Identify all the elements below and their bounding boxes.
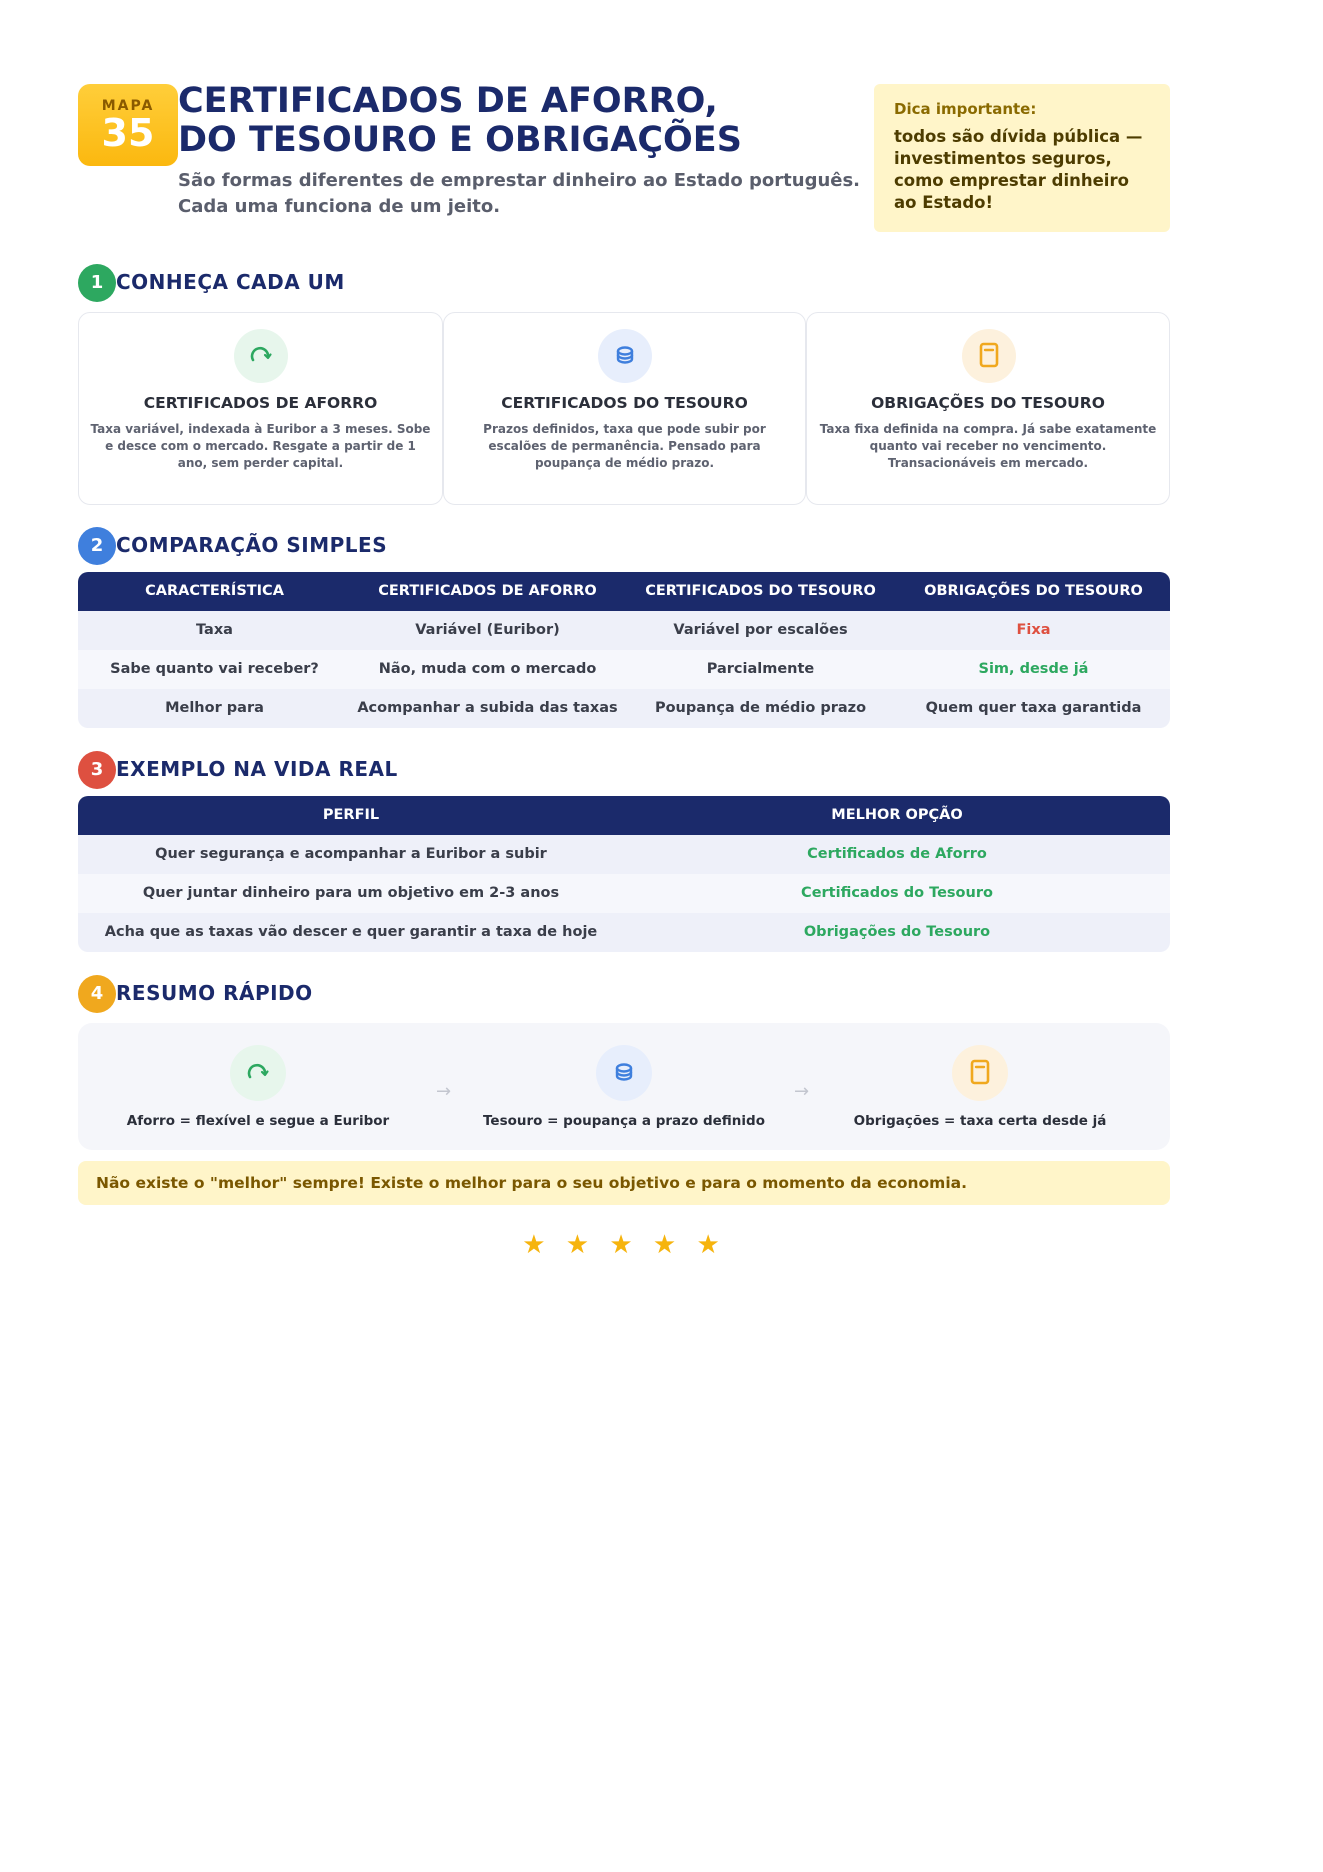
card-text: Taxa variável, indexada à Euribor a 3 meses. Sobe e desce com o mercado. Resgate a partir de 1 ano, sem perder capital. bbox=[90, 422, 431, 470]
table-cell: Acompanhar a subida das taxas bbox=[357, 700, 618, 716]
badge-number: 35 bbox=[101, 111, 155, 155]
subtitle-line-1: São formas diferentes de emprestar dinheiro ao Estado português. bbox=[178, 170, 861, 191]
card-text: Taxa fixa definida na compra. Já sabe exatamente quanto vai receber no vencimento. Transacionáveis em mercado. bbox=[819, 422, 1157, 470]
summary-panel bbox=[78, 1023, 1170, 1150]
table-row bbox=[78, 650, 1170, 689]
card-title: CERTIFICADOS DE AFORRO bbox=[143, 394, 378, 412]
table-cell: Obrigações do Tesouro bbox=[803, 924, 991, 940]
database-icon bbox=[598, 329, 652, 383]
section-title: RESUMO RÁPIDO bbox=[116, 981, 313, 1005]
tip-title: Dica importante: bbox=[894, 100, 1037, 118]
title-line-1: CERTIFICADOS DE AFORRO, bbox=[178, 81, 718, 121]
section-title: EXEMPLO NA VIDA REAL bbox=[116, 757, 398, 781]
card-title: OBRIGAÇÕES DO TESOURO bbox=[871, 394, 1105, 412]
subtitle-line-2: Cada uma funciona de um jeito. bbox=[178, 196, 501, 217]
column-header: CARACTERÍSTICA bbox=[145, 583, 284, 599]
page-title bbox=[178, 82, 742, 160]
arrow-right-icon: → bbox=[794, 1081, 810, 1102]
column-header: CERTIFICADOS DO TESOURO bbox=[645, 583, 876, 599]
map-badge bbox=[78, 84, 178, 166]
section-number: 1 bbox=[78, 264, 116, 302]
table-cell: Variável (Euribor) bbox=[415, 622, 560, 638]
table-cell: Parcialmente bbox=[706, 661, 815, 677]
table-cell: Sabe quanto vai receber? bbox=[110, 661, 319, 677]
badge-label: MAPA bbox=[101, 98, 155, 114]
document-icon bbox=[962, 329, 1016, 383]
header bbox=[78, 81, 1170, 234]
table-row bbox=[78, 689, 1170, 728]
section-title: COMPARAÇÃO SIMPLES bbox=[116, 533, 388, 557]
table-row bbox=[78, 611, 1170, 650]
section-number: 2 bbox=[78, 527, 116, 565]
column-header: OBRIGAÇÕES DO TESOURO bbox=[924, 583, 1143, 599]
closing-note: Não existe o "melhor" sempre! Existe o melhor para o seu objetivo e para o momento da economia. bbox=[78, 1161, 1170, 1205]
section-number: 4 bbox=[78, 975, 116, 1013]
database-icon bbox=[596, 1045, 652, 1101]
card-certificados-aforro bbox=[78, 312, 443, 505]
tip-text: todos são dívida pública — investimentos seguros, como emprestar dinheiro ao Estado! bbox=[894, 127, 1143, 212]
table-cell: Certificados de Aforro bbox=[807, 846, 987, 862]
table-cell: Poupança de médio prazo bbox=[654, 700, 867, 716]
page-subtitle bbox=[178, 168, 860, 220]
card-text: Prazos definidos, taxa que pode subir por escalões de permanência. Pensado para poupança de médio prazo. bbox=[483, 422, 766, 470]
section-number: 3 bbox=[78, 751, 116, 789]
table-row bbox=[78, 913, 1170, 952]
table-row bbox=[78, 874, 1170, 913]
product-cards bbox=[78, 312, 1170, 505]
table-cell: Não, muda com o mercado bbox=[378, 661, 597, 677]
summary-label: Obrigações = taxa certa desde já bbox=[853, 1113, 1107, 1129]
table-cell: Melhor para bbox=[165, 700, 264, 716]
table-cell: Sim, desde já bbox=[978, 661, 1089, 677]
title-line-2: DO TESOURO E OBRIGAÇÕES bbox=[178, 120, 742, 160]
summary-item bbox=[800, 1045, 1160, 1129]
table-row bbox=[78, 835, 1170, 874]
card-title: CERTIFICADOS DO TESOURO bbox=[501, 394, 748, 412]
tip-box bbox=[874, 84, 1170, 232]
page bbox=[78, 81, 1170, 1260]
table-cell: Fixa bbox=[1016, 622, 1051, 638]
table-header bbox=[78, 572, 1170, 611]
card-certificados-tesouro bbox=[443, 312, 806, 505]
column-header: PERFIL bbox=[322, 807, 380, 823]
refresh-arrow-icon bbox=[230, 1045, 286, 1101]
star-rating: ★ ★ ★ ★ ★ bbox=[522, 1230, 726, 1260]
table-cell: Quer juntar dinheiro para um objetivo em 2-3 anos bbox=[142, 885, 560, 901]
comparison-table bbox=[78, 572, 1170, 728]
section-title: CONHEÇA CADA UM bbox=[116, 270, 345, 294]
table-cell: Certificados do Tesouro bbox=[801, 885, 993, 901]
summary-label: Tesouro = poupança a prazo definido bbox=[483, 1113, 765, 1129]
arrow-right-icon: → bbox=[436, 1081, 452, 1102]
table-cell: Variável por escalões bbox=[673, 622, 848, 638]
document-icon bbox=[952, 1045, 1008, 1101]
table-cell: Taxa bbox=[196, 622, 233, 638]
column-header: MELHOR OPÇÃO bbox=[831, 807, 963, 823]
examples-table bbox=[78, 796, 1170, 952]
table-cell: Quem quer taxa garantida bbox=[925, 700, 1142, 716]
table-header bbox=[78, 796, 1170, 835]
summary-item bbox=[78, 1045, 438, 1129]
summary-item bbox=[444, 1045, 804, 1129]
refresh-arrow-icon bbox=[234, 329, 288, 383]
table-cell: Acha que as taxas vão descer e quer garantir a taxa de hoje bbox=[104, 924, 598, 940]
table-cell: Quer segurança e acompanhar a Euribor a subir bbox=[155, 846, 547, 862]
column-header: CERTIFICADOS DE AFORRO bbox=[378, 583, 597, 599]
card-obrigacoes-tesouro bbox=[806, 312, 1170, 505]
summary-label: Aforro = flexível e segue a Euribor bbox=[126, 1113, 390, 1129]
